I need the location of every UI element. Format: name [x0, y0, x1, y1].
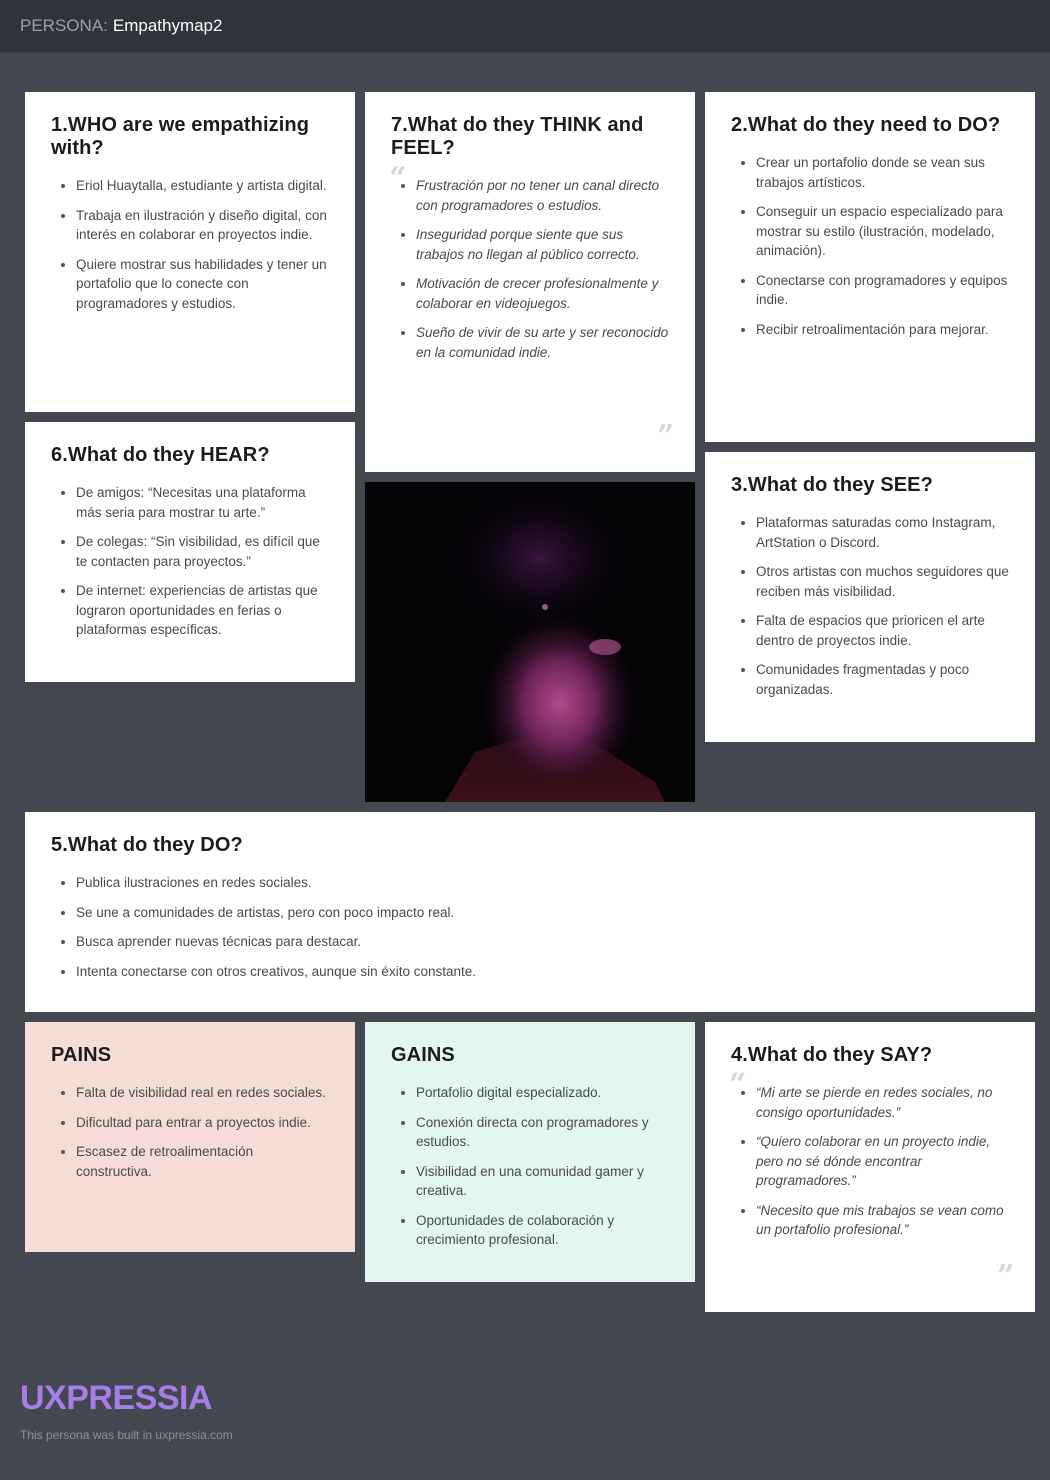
card-see-title: 3.What do they SEE? — [731, 474, 933, 496]
card-gains — [365, 1022, 695, 1282]
list-item: • “Necesito que mis trabajos se vean como un portafolio profesional.” — [756, 1201, 1009, 1240]
card-pains-title: PAINS — [51, 1044, 112, 1066]
card-think-list — [391, 176, 669, 362]
list-item: • De internet: experiencias de artistas que lograron oportunidades en ferias o plataformas específicas. — [76, 581, 329, 640]
card-need-list — [731, 153, 1009, 339]
card-who-title: 1.WHO are we empathizing with? — [51, 114, 310, 159]
list-item: • Conectarse con programadores y equipos indie. — [756, 271, 1009, 310]
card-hear-list — [51, 483, 329, 640]
list-item: • Oportunidades de colaboración y crecimiento profesional. — [416, 1211, 669, 1250]
card-think-title: 7.What do they THINK and FEEL? — [391, 114, 644, 159]
card-see — [705, 452, 1035, 742]
list-item: • Conseguir un espacio especializado para mostrar su estilo (ilustración, modelado, animación). — [756, 202, 1009, 261]
list-item: • Dificultad para entrar a proyectos indie. — [76, 1113, 329, 1133]
list-item: • Publica ilustraciones en redes sociales. — [76, 873, 1009, 893]
list-item: • Trabaja en ilustración y diseño digital, con interés en colaborar en proyectos indie. — [76, 206, 329, 245]
open-quote-icon: “ — [729, 1067, 747, 1102]
close-quote-icon: ” — [997, 1259, 1015, 1294]
card-say-list — [731, 1083, 1009, 1240]
list-item: • Plataformas saturadas como Instagram, ArtStation o Discord. — [756, 513, 1009, 552]
list-item: • De colegas: “Sin visibilidad, es difícil que te contacten para proyectos.” — [76, 532, 329, 571]
card-hear — [25, 422, 355, 682]
list-item: • Falta de espacios que prioricen el arte dentro de proyectos indie. — [756, 611, 1009, 650]
list-item: • Escasez de retroalimentación constructiva. — [76, 1142, 329, 1181]
list-item: • Falta de visibilidad real en redes sociales. — [76, 1083, 329, 1103]
list-item: • Otros artistas con muchos seguidores que reciben más visibilidad. — [756, 562, 1009, 601]
persona-prefix: PERSONA: — [20, 16, 108, 35]
list-item: • Sueño de vivir de su arte y ser reconocido en la comunidad indie. — [416, 323, 669, 362]
list-item: • Comunidades fragmentadas y poco organizadas. — [756, 660, 1009, 699]
list-item: • Portafolio digital especializado. — [416, 1083, 669, 1103]
top-bar — [0, 0, 1050, 52]
card-do — [25, 812, 1035, 1012]
list-item: • Busca aprender nuevas técnicas para destacar. — [76, 932, 1009, 952]
list-item: • Crear un portafolio donde se vean sus trabajos artísticos. — [756, 153, 1009, 192]
list-item: • Visibilidad en una comunidad gamer y creativa. — [416, 1162, 669, 1201]
card-say — [705, 1022, 1035, 1312]
footer-note: This persona was built in uxpressia.com — [20, 1428, 233, 1442]
list-item: • “Mi arte se pierde en redes sociales, no consigo oportunidades.” — [756, 1083, 1009, 1122]
persona-name: Empathymap2 — [112, 16, 223, 35]
list-item: • Recibir retroalimentación para mejorar. — [756, 320, 1009, 340]
close-quote-icon: ” — [657, 419, 675, 454]
uxpressia-logo[interactable]: UXPRESSIA — [20, 1379, 212, 1417]
persona-title — [20, 16, 222, 36]
list-item: • Motivación de crecer profesionalmente y colaborar en videojuegos. — [416, 274, 669, 313]
card-see-list — [731, 513, 1009, 699]
card-do-list — [51, 873, 1009, 981]
list-item: • Quiere mostrar sus habilidades y tener un portafolio que lo conecte con programadores y estudios. — [76, 255, 329, 314]
persona-photo-image — [365, 482, 695, 802]
list-item: • Eriol Huaytalla, estudiante y artista digital. — [76, 176, 329, 196]
card-hear-title: 6.What do they HEAR? — [51, 444, 270, 466]
list-item: • Conexión directa con programadores y estudios. — [416, 1113, 669, 1152]
card-gains-list — [391, 1083, 669, 1250]
persona-photo — [365, 482, 695, 802]
list-item: • Intenta conectarse con otros creativos, aunque sin éxito constante. — [76, 962, 1009, 982]
card-who — [25, 92, 355, 412]
list-item: • Se une a comunidades de artistas, pero con poco impacto real. — [76, 903, 1009, 923]
open-quote-icon: “ — [389, 161, 407, 196]
card-say-title: 4.What do they SAY? — [731, 1044, 933, 1066]
card-need-to-do — [705, 92, 1035, 442]
card-need-title: 2.What do they need to DO? — [731, 114, 1001, 136]
list-item: • De amigos: “Necesitas una plataforma más seria para mostrar tu arte.” — [76, 483, 329, 522]
card-gains-title: GAINS — [391, 1044, 455, 1066]
card-do-title: 5.What do they DO? — [51, 834, 243, 856]
list-item: • “Quiero colaborar en un proyecto indie, pero no sé dónde encontrar programadores.” — [756, 1132, 1009, 1191]
card-think-feel — [365, 92, 695, 472]
card-who-list — [51, 176, 329, 313]
list-item: • Inseguridad porque siente que sus trabajos no llegan al público correcto. — [416, 225, 669, 264]
card-pains-list — [51, 1083, 329, 1181]
list-item: • Frustración por no tener un canal directo con programadores o estudios. — [416, 176, 669, 215]
card-pains — [25, 1022, 355, 1252]
